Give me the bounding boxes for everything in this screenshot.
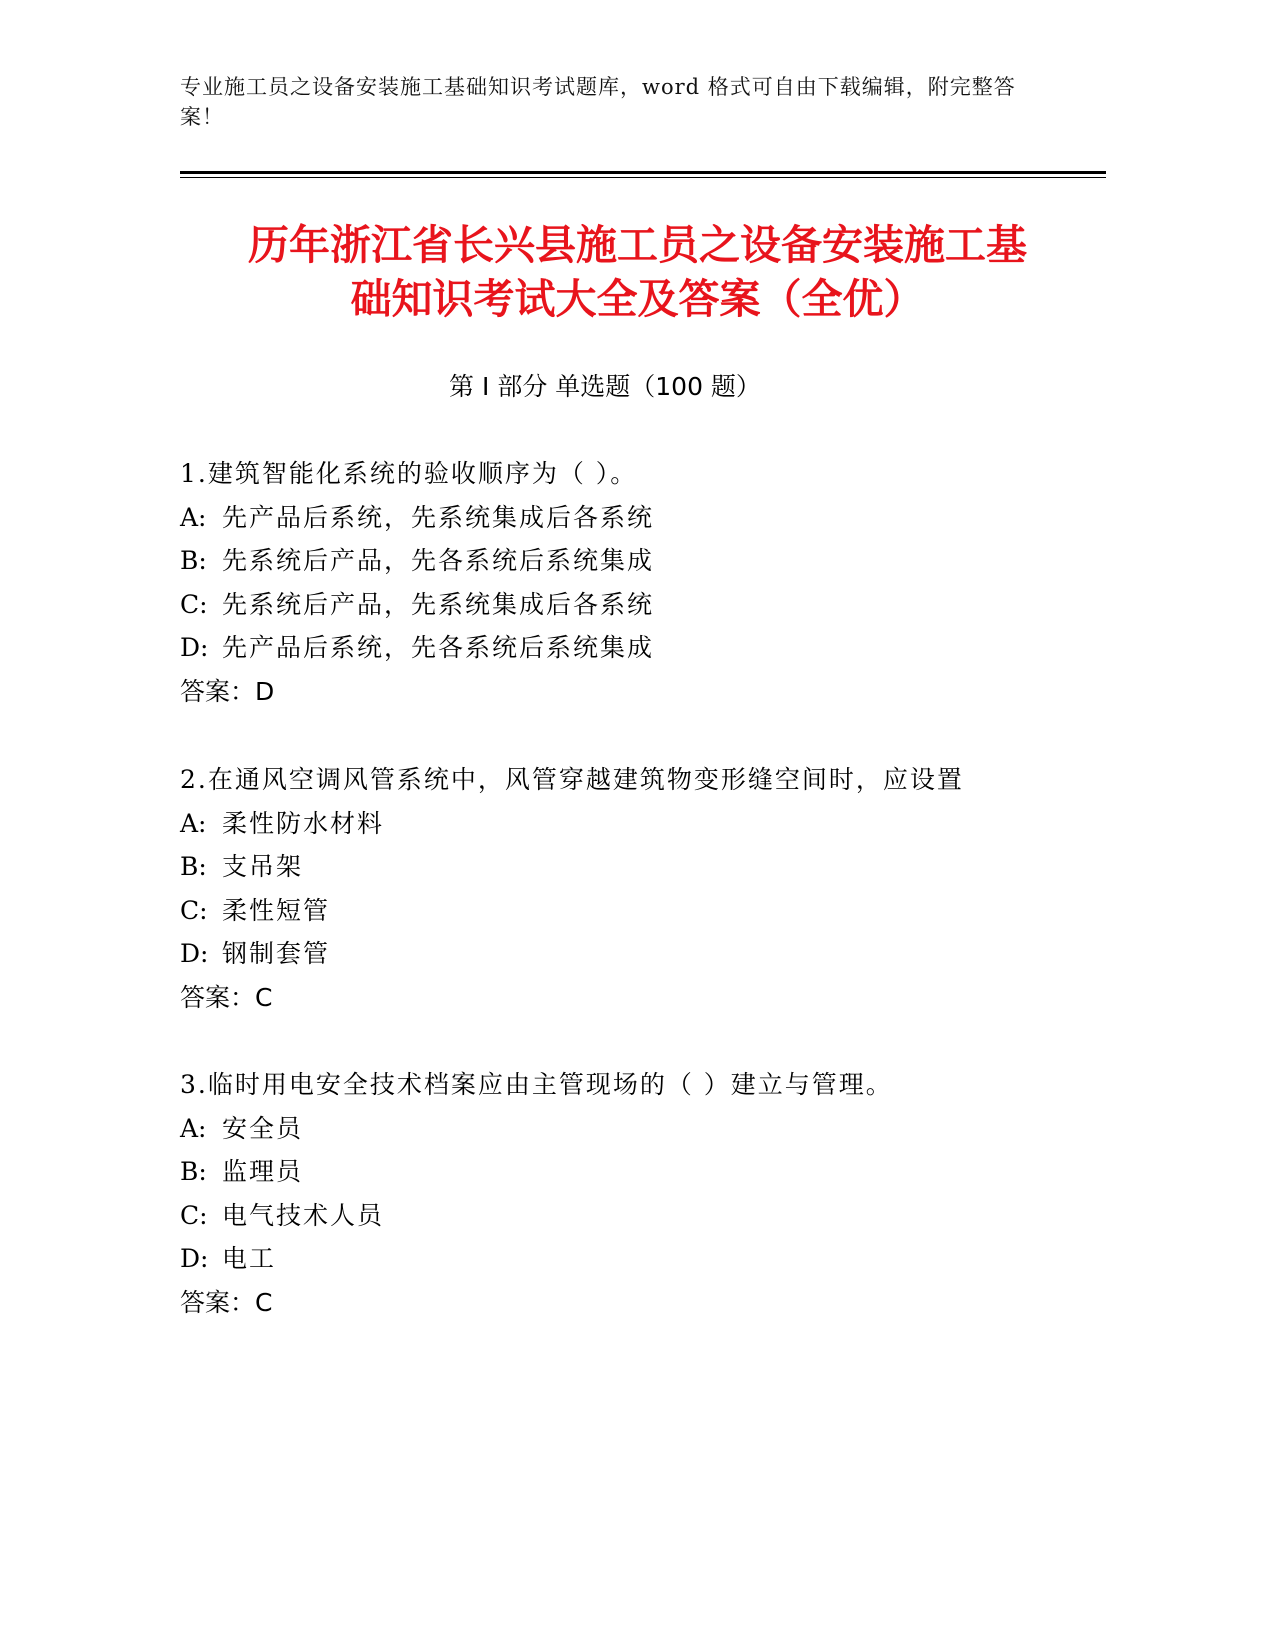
option-text: 安全员 [222, 1113, 304, 1143]
header-note: 专业施工员之设备安装施工基础知识考试题库，word 格式可自由下载编辑，附完整答案！ [180, 75, 1016, 129]
option-b [180, 1150, 1120, 1194]
option-letter: A: [180, 808, 207, 838]
option-d [180, 932, 1120, 976]
section-heading: 第 I 部分 单选题（100 题） [449, 372, 761, 401]
header-rule-thick [180, 171, 1106, 174]
option-a [180, 1107, 1120, 1151]
option-text: 先产品后系统，先系统集成后各系统 [222, 502, 655, 532]
question-3 [180, 1063, 1120, 1324]
option-letter: A: [180, 502, 207, 532]
option-c [180, 889, 1120, 933]
option-text: 柔性防水材料 [222, 808, 385, 838]
option-text: 支吊架 [222, 852, 304, 881]
option-text: 先产品后系统，先各系统后系统集成 [222, 633, 655, 662]
answer: 答案：C [180, 1287, 273, 1317]
option-letter: B: [180, 546, 207, 575]
document-title-line-2: 础知识考试大全及答案（全优） [350, 275, 925, 323]
option-a [180, 496, 1120, 540]
answer: 答案：D [180, 676, 275, 706]
option-letter: C: [180, 895, 208, 925]
option-text: 电气技术人员 [222, 1200, 385, 1230]
option-b [180, 845, 1120, 889]
option-letter: D: [180, 939, 209, 968]
option-letter: D: [180, 1244, 209, 1273]
option-letter: A: [180, 1113, 207, 1143]
option-a [180, 802, 1120, 846]
option-c [180, 1194, 1120, 1238]
option-c [180, 583, 1120, 627]
option-d [180, 1237, 1120, 1281]
question-stem: 3.临时用电安全技术档案应由主管现场的（ ）建立与管理。 [180, 1070, 893, 1099]
option-letter: B: [180, 852, 207, 881]
option-text: 钢制套管 [222, 939, 331, 968]
option-text: 电工 [222, 1244, 277, 1273]
question-1 [180, 452, 1120, 713]
option-d [180, 626, 1120, 670]
option-letter: C: [180, 1200, 208, 1230]
option-text: 柔性短管 [222, 895, 331, 925]
option-text: 先系统后产品，先各系统后系统集成 [222, 546, 655, 575]
question-stem: 2.在通风空调风管系统中，风管穿越建筑物变形缝空间时，应设置 [180, 765, 964, 794]
option-letter: B: [180, 1157, 207, 1186]
answer: 答案：C [180, 982, 273, 1012]
option-text: 先系统后产品，先系统集成后各系统 [222, 589, 655, 619]
header-rule-thin [180, 177, 1106, 178]
document-title-line-1: 历年浙江省长兴县施工员之设备安装施工基 [248, 221, 1027, 269]
option-letter: D: [180, 633, 209, 662]
question-stem: 1.建筑智能化系统的验收顺序为（ ）。 [180, 459, 638, 488]
question-2 [180, 758, 1120, 1019]
option-b [180, 539, 1120, 583]
option-text: 监理员 [222, 1157, 304, 1186]
document-title [150, 218, 1125, 326]
option-letter: C: [180, 589, 208, 619]
